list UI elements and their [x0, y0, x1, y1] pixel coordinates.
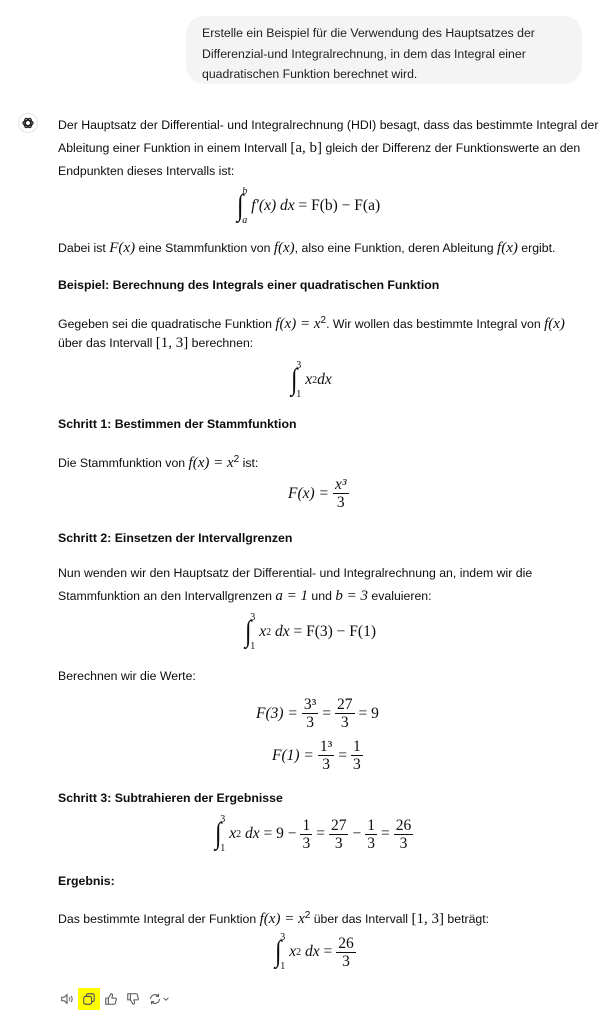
math: [1, 3]	[411, 911, 444, 928]
upper-limit: 3	[220, 814, 226, 825]
dx: dx	[301, 943, 324, 960]
result-formula: ∫ 3 1 x 2 dx = $\frac{26}{3}$	[274, 932, 354, 972]
text: Stammfunktion an den Intervallgrenzen	[58, 589, 276, 603]
lhs: F(1) =	[272, 746, 314, 764]
numerator: 3³	[303, 696, 317, 713]
math: f(x) = x	[259, 911, 305, 928]
text: Die Stammfunktion von	[58, 456, 189, 471]
lhs: F(x) =	[288, 484, 330, 502]
result: = 9	[358, 704, 379, 722]
denominator: 3	[322, 756, 330, 773]
math: a = 1	[275, 588, 308, 604]
chevron-down-icon	[162, 995, 170, 1003]
step1-heading: Schritt 1: Bestimmen der Stammfunktion	[58, 417, 297, 431]
sup: 2	[304, 910, 311, 921]
upper-limit: 3	[250, 612, 256, 623]
step1-formula	[288, 476, 353, 511]
step2-line-1: Nun wenden wir den Hauptsatz der Differential- und Integralrechnung an, indem wir die	[58, 566, 533, 580]
integrand: x	[229, 825, 237, 842]
text: beträgt:	[443, 912, 490, 927]
thumbs-down-icon	[126, 992, 140, 1006]
lower-limit: 1	[250, 641, 256, 652]
denominator: 3	[353, 756, 361, 773]
thumbs-up-icon	[104, 992, 118, 1006]
upper-limit: b	[242, 186, 248, 197]
speaker-icon	[60, 992, 74, 1006]
dx: dx	[271, 623, 294, 640]
denominator: 3	[306, 714, 314, 731]
f1-formula: F(1) = $\frac{\text{1³}}{3}$ = $\frac{1}{3}$	[272, 738, 361, 773]
intro-line-2	[58, 137, 580, 160]
text: ist:	[239, 456, 259, 471]
math: [1, 3]	[155, 335, 189, 351]
regenerate-icon	[148, 992, 162, 1006]
integrand: x	[289, 943, 297, 960]
step3-formula: ∫ 3 1 x 2 dx = 9 − $\frac{1}{3}$ = $\frac{27}{3}$ − $\frac{1}{3}$ = $\frac{26}{3}$	[214, 814, 412, 854]
denominator: 3	[336, 494, 345, 511]
text: Das bestimmte Integral der Funktion	[58, 912, 260, 927]
formula-integral: ∫ 3 1 x 2 dx	[290, 360, 332, 400]
result-heading: Ergebnis:	[58, 874, 115, 888]
numerator: 27	[330, 816, 347, 834]
message-actions	[56, 988, 174, 1010]
text: evaluieren:	[367, 589, 432, 603]
upper-limit: 3	[296, 360, 302, 371]
thumbs-up-button[interactable]	[100, 988, 122, 1010]
openai-logo-icon	[18, 113, 38, 133]
rhs: = F(b) − F(a)	[298, 197, 381, 214]
text: . Wir wollen das bestimmte Integral von	[326, 317, 545, 332]
dx: dx	[241, 825, 264, 842]
intro-line-3: Endpunkten dieses Intervalls ist:	[58, 164, 235, 178]
sup: 2	[312, 374, 318, 386]
step2-heading: Schritt 2: Einsetzen der Intervallgrenzen	[58, 531, 293, 545]
denominator: 3	[367, 834, 375, 852]
text: Ableitung einer Funktion in einem Intervall	[58, 141, 291, 155]
text: eine Stammfunktion von	[135, 241, 274, 255]
text: gleich der Differenz der Funktionswerte an den	[322, 141, 581, 155]
denominator: 3	[399, 834, 408, 852]
text: ergibt.	[517, 241, 556, 255]
step2-formula: ∫ 3 1 x 2 dx = F(3) − F(1)	[244, 612, 376, 652]
denominator: 3	[334, 834, 343, 852]
math: b = 3	[335, 588, 368, 604]
integrand: f′(x) dx	[251, 197, 295, 214]
integrand: x	[259, 623, 267, 640]
numerator: 1	[302, 816, 311, 834]
math: f(x)	[273, 240, 295, 256]
sup: 2	[296, 946, 302, 958]
sup: 2	[233, 454, 240, 465]
step3-heading: Schritt 3: Subtrahieren der Ergebnisse	[58, 791, 283, 805]
copy-icon	[82, 992, 96, 1006]
dx: dx	[317, 371, 332, 388]
numerator: 26	[395, 816, 412, 834]
text: über das Intervall	[58, 336, 156, 350]
sup: 2	[266, 626, 272, 638]
sup: 2	[320, 315, 327, 326]
lower-limit: a	[242, 215, 248, 226]
text: und	[308, 589, 336, 603]
lower-limit: 1	[280, 961, 286, 972]
numerator: 1	[367, 816, 375, 834]
denominator: 3	[342, 952, 350, 970]
text: Dabei ist	[58, 241, 110, 255]
integrand: x	[305, 371, 313, 388]
heading-example: Beispiel: Berechnung des Integrals einer quadratischen Funktion	[58, 278, 440, 292]
numerator: 27	[337, 696, 353, 713]
rhs: = F(3) − F(1)	[293, 623, 376, 640]
read-aloud-button[interactable]	[56, 988, 78, 1010]
math: f(x) = x	[188, 455, 234, 472]
dabei-text	[58, 237, 555, 260]
numerator: 1³	[319, 738, 333, 755]
text: , also eine Funktion, deren Ableitung	[294, 241, 498, 255]
sup: 2	[236, 828, 242, 840]
math: f(x)	[544, 316, 565, 333]
lower-limit: 1	[220, 843, 226, 854]
formula-hdi: ∫ b a f′(x) dx = F(b) − F(a)	[236, 186, 381, 226]
intro-line-1: Der Hauptsatz der Differential- und Integralrechnung (HDI) besagt, dass das bestimmte Integral der	[58, 118, 599, 132]
denominator: 3	[340, 714, 349, 731]
denominator: 3	[302, 834, 311, 852]
numerator: x³	[335, 476, 347, 493]
math: f(x) = x	[275, 316, 321, 333]
lower-limit: 1	[296, 389, 302, 400]
user-message: Erstelle ein Beispiel für die Verwendung des Hauptsatzes der Differenzial-und Integralrechnung, in dem das Integral einer quadratischen Funktion berechnet wird.	[186, 16, 582, 84]
step1-text	[58, 448, 258, 475]
math: F(x)	[109, 240, 136, 256]
upper-limit: 3	[280, 932, 286, 943]
numerator: 1	[353, 738, 361, 755]
math-interval: [a, b]	[290, 140, 323, 156]
copy-button[interactable]	[78, 988, 100, 1010]
f3-formula: F(3) = $\frac{\text{3³}}{3}$ = $\frac{27}{3}$ = 9	[256, 696, 379, 731]
text: berechnen:	[188, 336, 254, 350]
thumbs-down-button[interactable]	[122, 988, 144, 1010]
compute-text: Berechnen wir die Werte:	[58, 669, 196, 683]
text: = 9 −	[263, 825, 297, 842]
lhs: F(3) =	[256, 704, 298, 722]
regenerate-button[interactable]	[144, 988, 174, 1010]
given-line-2	[58, 332, 253, 355]
step2-line-2	[58, 585, 432, 608]
math: f(x)	[497, 240, 518, 256]
text: über das Intervall	[310, 912, 412, 927]
text: Gegeben sei die quadratische Funktion	[58, 317, 276, 332]
result-text	[58, 904, 489, 931]
numerator: 26	[338, 934, 354, 952]
